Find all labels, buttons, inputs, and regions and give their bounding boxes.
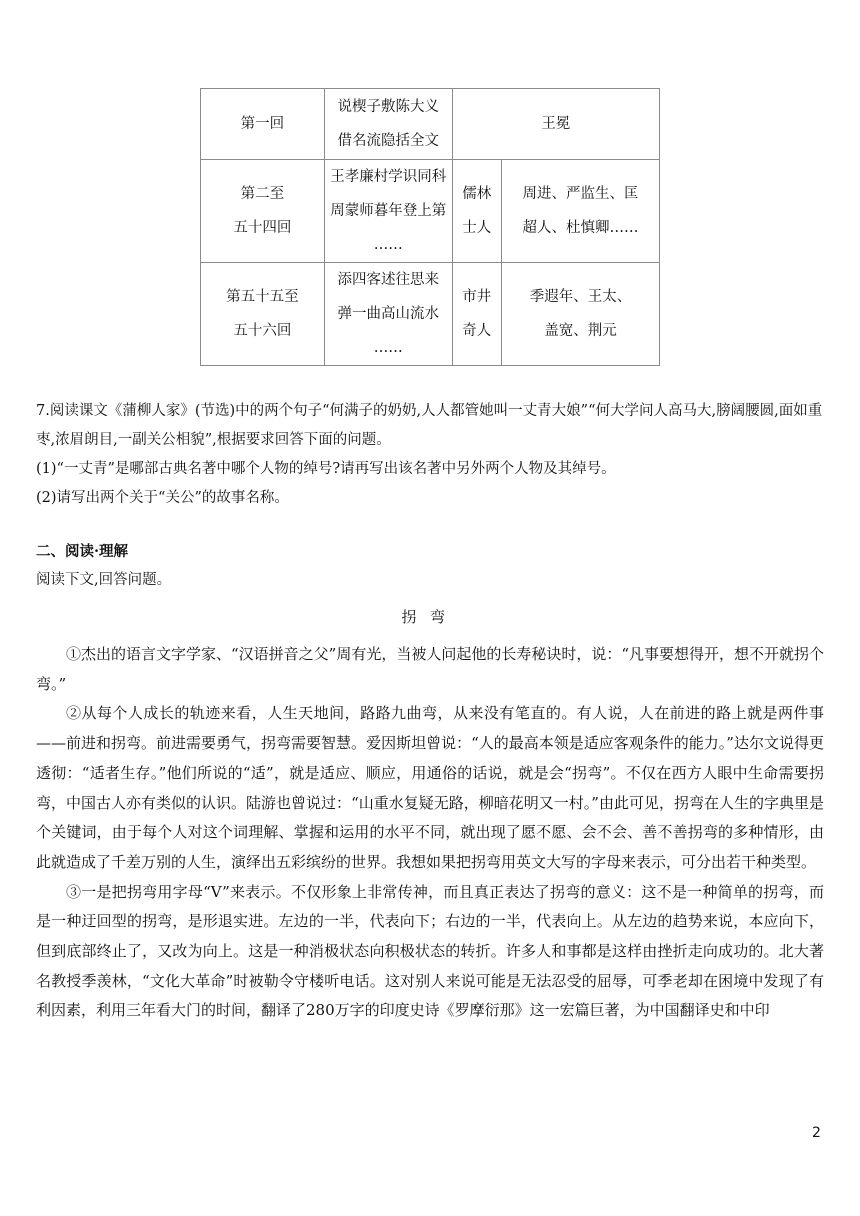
article-paragraph-1: ①杰出的语言文字学家、“汉语拼音之父”周有光，当被人问起他的长寿秘诀时，说：“凡事要想得开，想不开就拐个弯。”	[36, 645, 825, 693]
article-title: 拐弯	[401, 608, 459, 626]
question-7-sub-1: (1)“一丈青”是哪部古典名著中哪个人物的绰号?请再写出该名著中另外两个人物及其绰号。	[36, 461, 616, 477]
chapter-title-cell: 王孝廉村学识同科 周蒙师暮年登上第 ……	[324, 160, 452, 263]
chapter-cell: 第五十五至 五十六回	[201, 263, 325, 366]
chapter-title-cell: 添四客述往思来 弹一曲高山流水 ……	[324, 263, 452, 366]
table-row	[201, 263, 660, 366]
chapter-title-cell: 说楔子敷陈大义 借名流隐括全文	[324, 89, 452, 160]
group-cell: 儒林 士人	[452, 160, 501, 263]
article-body	[36, 640, 824, 1026]
section-title: 二、阅读·理解	[36, 543, 129, 560]
question-7-sub-2: (2)请写出两个关于“关公”的故事名称。	[36, 490, 289, 506]
chapter-cell: 第二至 五十四回	[201, 160, 325, 263]
reading-instruction: 阅读下文,回答问题。	[36, 572, 172, 588]
table-row	[201, 89, 660, 160]
people-cell: 季遐年、王太、 盖宽、荆元	[501, 263, 659, 366]
article-paragraph-3: ③一是把拐弯用字母“V”来表示。不仅形象上非常传神，而且真正表达了拐弯的意义：这不是一种简单的拐弯，而是一种迂回型的拐弯，是形退实进。左边的一半，代表向下；右边的一半，代表向上。从左边的趋势来说，本应向下，但到底部终止了，又改为向上。这是一种消极状态向积极状态的转折。许多人和事都是这样由挫折走向成功的。北大著名教授季羡林，“文化大革命”时被勒令守楼听电话。这对别人来说可能是无法忍受的屈辱，可季老却在困境中发现了有利因素，利用三年看大门的时间，翻译了280万字的印度史诗《罗摩衍那》这一宏篇巨著，为中国翻译史和中印	[36, 882, 824, 1020]
question-7	[36, 397, 824, 513]
page-number: 2	[812, 1125, 821, 1141]
people-cell: 王冕	[452, 89, 659, 160]
chapter-table	[200, 88, 660, 366]
chapter-cell: 第一回	[201, 89, 325, 160]
group-cell: 市井 奇人	[452, 263, 501, 366]
table-row	[201, 160, 660, 263]
article-paragraph-2: ②从每个人成长的轨迹来看，人生天地间，路路九曲弯，从来没有笔直的。有人说，人在前进的路上就是两件事——前进和拐弯。前进需要勇气，拐弯需要智慧。爱因斯坦曾说：“人的最高本领是适应客观条件的能力。”达尔文说得更透彻：“适者生存。”他们所说的“适”，就是适应、顺应，用通俗的话说，就是会“拐弯”。不仅在西方人眼中生命需要拐弯，中国古人亦有类似的认识。陆游也曾说过：“山重水复疑无路，柳暗花明又一村。”由此可见，拐弯在人生的字典里是个关键词，由于每个人对这个词理解、掌握和运用的水平不同，就出现了愿不愿、会不会、善不善拐弯的多种情形，由此就造成了千差万别的人生，演绎出五彩缤纷的世界。我想如果把拐弯用英文大写的字母来表示，可分出若干种类型。	[36, 704, 824, 871]
question-7-stem: 7.阅读课文《蒲柳人家》(节选)中的两个句子“何满子的奶奶,人人都管她叫一丈青大娘”“何大学问人高马大,膀阔腰圆,面如重枣,浓眉朗目,一副关公相貌”,根据要求回答下面的问题。	[36, 403, 823, 448]
people-cell: 周进、严监生、匡 超人、杜慎卿……	[501, 160, 659, 263]
